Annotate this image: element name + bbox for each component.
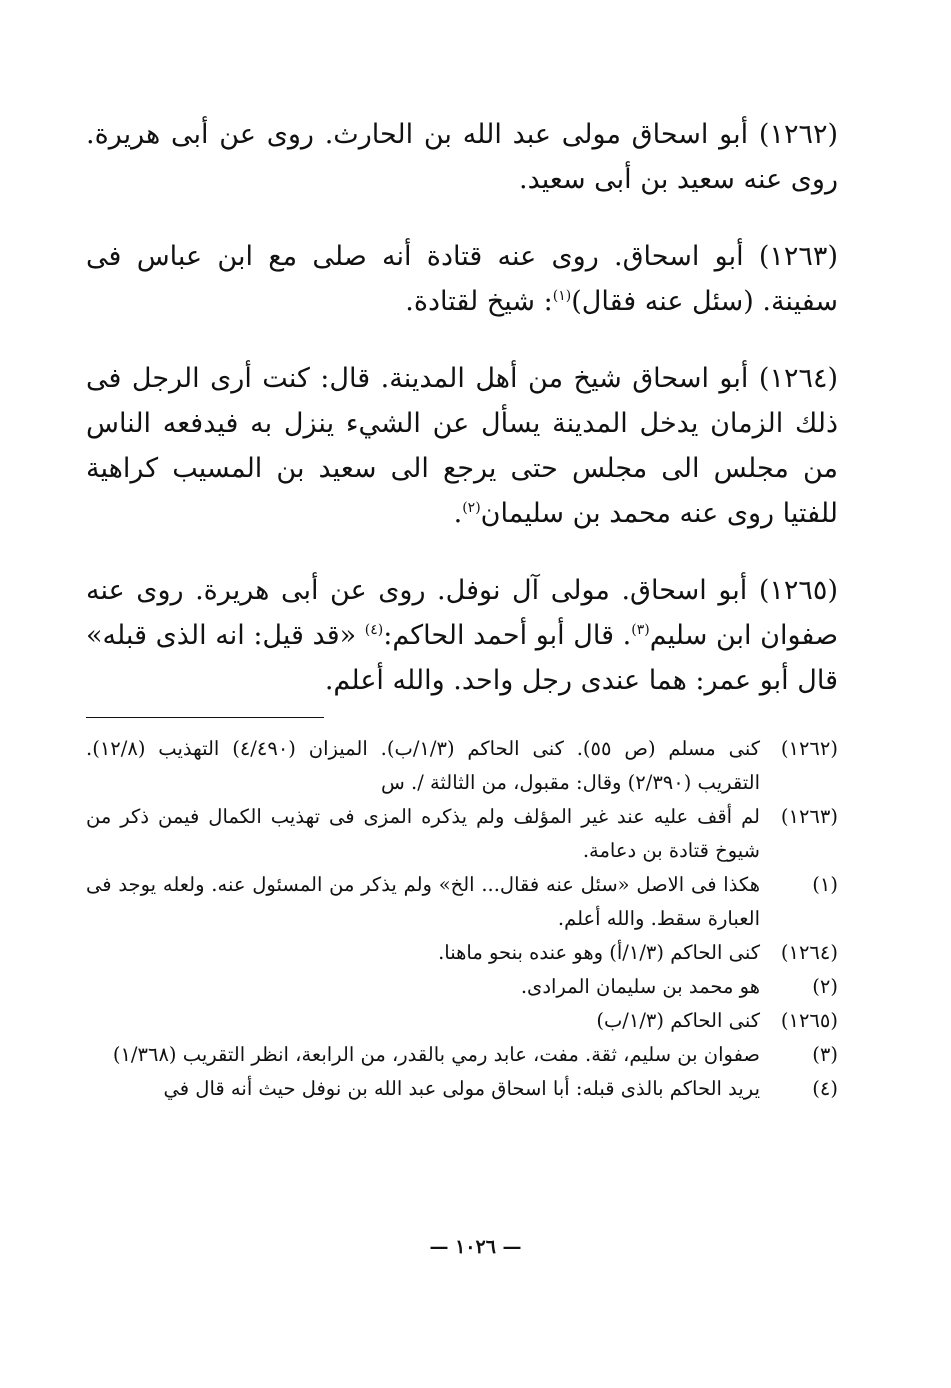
- entry-text-end: : شيخ لقتادة.: [405, 286, 553, 317]
- footnote-tag: (١٢٦٤): [780, 941, 838, 964]
- entry-number: (١٢٦٥): [758, 575, 838, 606]
- footnote-separator: [86, 717, 324, 718]
- footnote-tag: (٤): [812, 1077, 838, 1100]
- footnote-tag: (٣): [812, 1043, 838, 1066]
- footnote-tag: (١): [812, 873, 838, 896]
- entry-text-end: .: [453, 498, 463, 529]
- footnote-text: كنى الحاكم (١/٣/أ) وهو عنده بنحو ماهنا.: [438, 941, 760, 964]
- footnote: [86, 800, 838, 868]
- entry-text-end: «قد قيل: انه الذى قبله» قال أبو عمر: هما عندى رجل واحد. والله أعلم.: [86, 620, 838, 696]
- footnotes: [86, 732, 838, 1106]
- page-body: [86, 112, 838, 1106]
- entry-text-mid: . قال أبو أحمد الحاكم:: [383, 620, 632, 651]
- page-number: — ١٠٢٦ —: [429, 1236, 522, 1258]
- footnote-tag: (٢): [812, 975, 838, 998]
- footnote: [86, 1004, 838, 1038]
- footnote-text: صفوان بن سليم، ثقة. مفت، عابد رمي بالقدر، من الرابعة، انظر التقريب (١/٣٦٨): [112, 1043, 760, 1066]
- entry-1265: [86, 568, 838, 703]
- entry-number: (١٢٦٤): [758, 363, 839, 394]
- entry-text: أبو اسحاق. مولى آل نوفل. روى عن أبى هريرة. روى عنه صفوان ابن سليم: [86, 575, 839, 651]
- entry-number: (١٢٦٢): [758, 119, 838, 150]
- footnote-text: هو محمد بن سليمان المرادى.: [520, 975, 760, 998]
- footnote-tag: (١٢٦٣): [780, 805, 838, 828]
- footnote: [86, 732, 838, 800]
- footnote-ref: (١): [552, 288, 572, 304]
- footnote-text: كنى الحاكم (١/٣/ب): [596, 1009, 760, 1032]
- entry-text: أبو اسحاق مولى عبد الله بن الحارث. روى عن أبى هريرة. روى عنه سعيد بن أبى سعيد.: [86, 119, 838, 195]
- entry-1262: [86, 112, 838, 202]
- footnote-tag: (١٢٦٢): [780, 737, 838, 760]
- footnote: [86, 970, 838, 1004]
- entry-text: أبو اسحاق. روى عنه قتادة أنه صلى مع ابن عباس فى سفينة. (سئل عنه فقال): [86, 241, 838, 317]
- footnote: [86, 868, 838, 936]
- footnote-text: كنى مسلم (ص ٥٥). كنى الحاكم (١/٣/ب). الميزان (٤/٤٩٠) التهذيب (١٢/٨). التقريب (٢/٣٩٠) وقال: مقبول، من الثالثة /. س: [86, 737, 760, 794]
- footnote-ref: (٤): [364, 622, 384, 638]
- footnote: [86, 1072, 838, 1106]
- entry-number: (١٢٦٣): [758, 241, 838, 272]
- entry-text: أبو اسحاق شيخ من أهل المدينة. قال: كنت أرى الرجل فى ذلك الزمان يدخل المدينة يسأل عن الشيء ينزل به فيدفعه الناس من مجلس الى مجلس حتى يرجع الى سعيد بن المسيب كراهية للفتيا روى عنه محمد بن سليمان: [86, 363, 838, 529]
- footnote-ref: (٢): [462, 500, 481, 516]
- footnote: [86, 936, 838, 970]
- footnote-text: لم أقف عليه عند غير المؤلف ولم يذكره المزى فى تهذيب الكمال فيمن ذكر من شيوخ قتادة بن دعامة.: [86, 805, 760, 862]
- footnote-text: هكذا فى الاصل «سئل عنه فقال... الخ» ولم يذكر من المسئول عنه. ولعله يوجد فى العبارة سقط. والله أعلم.: [86, 873, 760, 930]
- entry-1263: [86, 234, 838, 324]
- footnote-tag: (١٢٦٥): [780, 1009, 838, 1032]
- footnote-ref: (٣): [631, 622, 650, 638]
- entry-1264: [86, 356, 838, 536]
- footnote: [86, 1038, 838, 1072]
- footnote-text: يريد الحاكم بالذى قبله: أبا اسحاق مولى عبد الله بن نوفل حيث أنه قال في: [163, 1077, 760, 1100]
